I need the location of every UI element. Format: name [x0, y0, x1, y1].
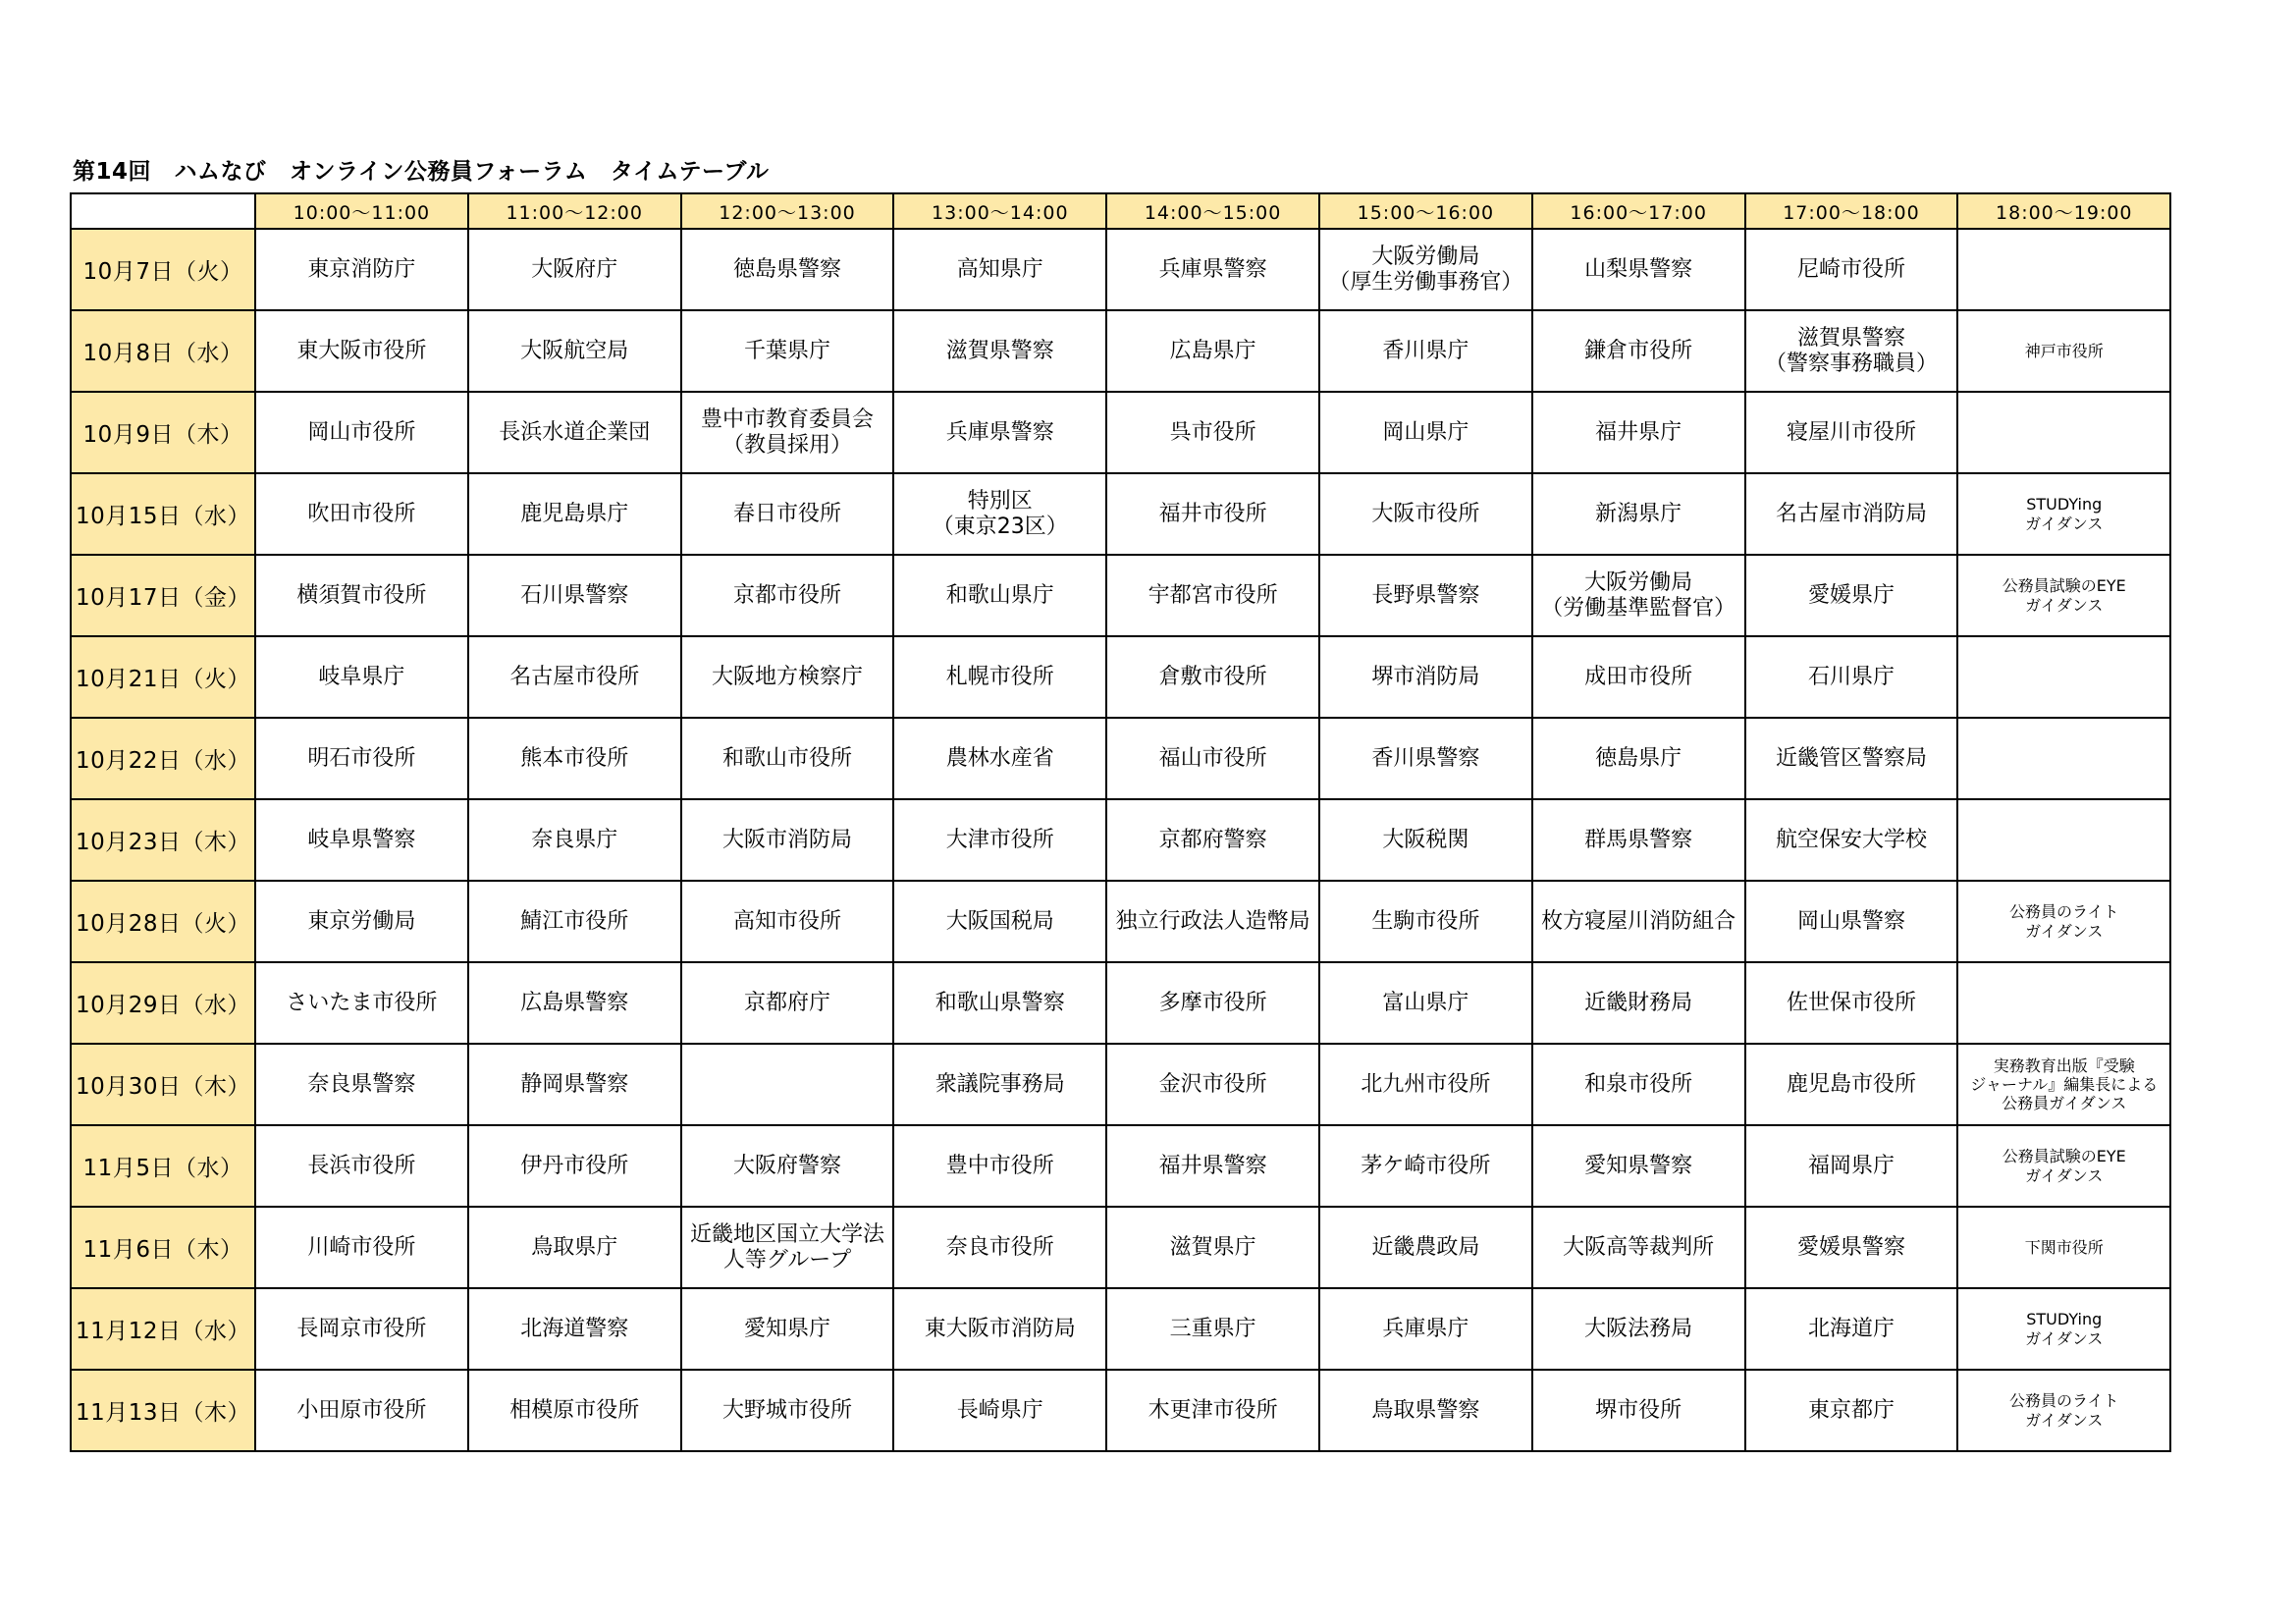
- timetable: [70, 192, 2171, 1452]
- session-cell: 長浜水道企業団: [468, 392, 681, 473]
- session-cell: 堺市役所: [1532, 1370, 1745, 1451]
- date-cell: 10月9日（木）: [71, 392, 255, 473]
- session-cell: 広島県警察: [468, 962, 681, 1044]
- session-cell: 愛知県警察: [1532, 1125, 1745, 1207]
- date-cell: 10月22日（水）: [71, 718, 255, 799]
- time-slot-header: 18:00～19:00: [1957, 193, 2170, 229]
- session-cell: 兵庫県警察: [893, 392, 1106, 473]
- session-cell: 福井県警察: [1106, 1125, 1319, 1207]
- session-cell: 名古屋市役所: [468, 636, 681, 718]
- session-cell: 多摩市役所: [1106, 962, 1319, 1044]
- session-cell: 航空保安大学校: [1745, 799, 1958, 881]
- session-cell: 鳥取県庁: [468, 1207, 681, 1288]
- date-cell: 10月17日（金）: [71, 555, 255, 636]
- session-cell: 香川県警察: [1319, 718, 1532, 799]
- session-cell: 大阪地方検察庁: [681, 636, 894, 718]
- session-cell: 伊丹市役所: [468, 1125, 681, 1207]
- session-cell: 京都府警察: [1106, 799, 1319, 881]
- session-cell: 大阪国税局: [893, 881, 1106, 962]
- session-cell: 相模原市役所: [468, 1370, 681, 1451]
- session-cell: 鳥取県警察: [1319, 1370, 1532, 1451]
- date-cell: 10月29日（水）: [71, 962, 255, 1044]
- session-cell: 長野県警察: [1319, 555, 1532, 636]
- session-cell: 堺市消防局: [1319, 636, 1532, 718]
- session-cell: 尼崎市役所: [1745, 229, 1958, 310]
- session-cell: 近畿地区国立大学法 人等グループ: [681, 1207, 894, 1288]
- session-cell: 豊中市教育委員会 （教員採用）: [681, 392, 894, 473]
- session-cell: 大野城市役所: [681, 1370, 894, 1451]
- session-cell: 長浜市役所: [255, 1125, 468, 1207]
- time-slot-header: 15:00～16:00: [1319, 193, 1532, 229]
- table-row: [71, 310, 2170, 392]
- session-cell: 北海道警察: [468, 1288, 681, 1370]
- session-cell: 大阪高等裁判所: [1532, 1207, 1745, 1288]
- session-cell: 農林水産省: [893, 718, 1106, 799]
- session-cell: 豊中市役所: [893, 1125, 1106, 1207]
- session-cell: 滋賀県警察 （警察事務職員）: [1745, 310, 1958, 392]
- session-cell: 滋賀県庁: [1106, 1207, 1319, 1288]
- session-cell: 鯖江市役所: [468, 881, 681, 962]
- session-cell: 群馬県警察: [1532, 799, 1745, 881]
- session-cell: 福井市役所: [1106, 473, 1319, 555]
- table-row: [71, 799, 2170, 881]
- session-cell: 東京都庁: [1745, 1370, 1958, 1451]
- date-cell: 10月7日（火）: [71, 229, 255, 310]
- session-cell: 静岡県警察: [468, 1044, 681, 1125]
- header-row: [71, 193, 2170, 229]
- time-slot-header: 12:00～13:00: [681, 193, 894, 229]
- table-row: [71, 1288, 2170, 1370]
- table-row: [71, 1370, 2170, 1451]
- session-cell: 徳島県庁: [1532, 718, 1745, 799]
- session-cell: 奈良県庁: [468, 799, 681, 881]
- session-cell: 大津市役所: [893, 799, 1106, 881]
- session-cell: 東京消防庁: [255, 229, 468, 310]
- guidance-cell: [1957, 229, 2170, 310]
- table-row: [71, 881, 2170, 962]
- session-cell: 愛媛県庁: [1745, 555, 1958, 636]
- session-cell: 鹿児島市役所: [1745, 1044, 1958, 1125]
- session-cell: 熊本市役所: [468, 718, 681, 799]
- session-cell: 和泉市役所: [1532, 1044, 1745, 1125]
- session-cell: 奈良市役所: [893, 1207, 1106, 1288]
- session-cell: 札幌市役所: [893, 636, 1106, 718]
- session-cell: 石川県庁: [1745, 636, 1958, 718]
- session-cell: 明石市役所: [255, 718, 468, 799]
- guidance-cell: STUDYing ガイダンス: [1957, 1288, 2170, 1370]
- session-cell: 岡山市役所: [255, 392, 468, 473]
- page-title: 第14回 ハムなび オンライン公務員フォーラム タイムテーブル: [73, 159, 770, 185]
- session-cell: 大阪府警察: [681, 1125, 894, 1207]
- session-cell: 京都市役所: [681, 555, 894, 636]
- date-cell: 10月21日（火）: [71, 636, 255, 718]
- guidance-cell: 実務教育出版『受験 ジャーナル』編集長による 公務員ガイダンス: [1957, 1044, 2170, 1125]
- session-cell: 北九州市役所: [1319, 1044, 1532, 1125]
- guidance-cell: 公務員試験のEYE ガイダンス: [1957, 1125, 2170, 1207]
- session-cell: 奈良県警察: [255, 1044, 468, 1125]
- session-cell: 和歌山県警察: [893, 962, 1106, 1044]
- guidance-cell: 下関市役所: [1957, 1207, 2170, 1288]
- date-cell: 10月8日（水）: [71, 310, 255, 392]
- session-cell: 新潟県庁: [1532, 473, 1745, 555]
- session-cell: 衆議院事務局: [893, 1044, 1106, 1125]
- session-cell: 吹田市役所: [255, 473, 468, 555]
- session-cell: 大阪市消防局: [681, 799, 894, 881]
- table-row: [71, 962, 2170, 1044]
- session-cell: 長崎県庁: [893, 1370, 1106, 1451]
- date-cell: 10月28日（火）: [71, 881, 255, 962]
- session-cell: 倉敷市役所: [1106, 636, 1319, 718]
- session-cell: 愛媛県警察: [1745, 1207, 1958, 1288]
- session-cell: 福山市役所: [1106, 718, 1319, 799]
- session-cell: 近畿財務局: [1532, 962, 1745, 1044]
- session-cell: 徳島県警察: [681, 229, 894, 310]
- time-slot-header: 13:00～14:00: [893, 193, 1106, 229]
- table-row: [71, 1207, 2170, 1288]
- session-cell: 和歌山県庁: [893, 555, 1106, 636]
- session-cell: 近畿農政局: [1319, 1207, 1532, 1288]
- session-cell: [681, 1044, 894, 1125]
- session-cell: 鎌倉市役所: [1532, 310, 1745, 392]
- session-cell: 高知市役所: [681, 881, 894, 962]
- session-cell: 高知県庁: [893, 229, 1106, 310]
- table-row: [71, 229, 2170, 310]
- session-cell: 大阪府庁: [468, 229, 681, 310]
- session-cell: 三重県庁: [1106, 1288, 1319, 1370]
- session-cell: 石川県警察: [468, 555, 681, 636]
- session-cell: 長岡京市役所: [255, 1288, 468, 1370]
- session-cell: 香川県庁: [1319, 310, 1532, 392]
- table-row: [71, 636, 2170, 718]
- session-cell: 大阪市役所: [1319, 473, 1532, 555]
- time-slot-header: 17:00～18:00: [1745, 193, 1958, 229]
- session-cell: 佐世保市役所: [1745, 962, 1958, 1044]
- session-cell: 福岡県庁: [1745, 1125, 1958, 1207]
- session-cell: 富山県庁: [1319, 962, 1532, 1044]
- session-cell: 東大阪市役所: [255, 310, 468, 392]
- date-cell: 11月6日（木）: [71, 1207, 255, 1288]
- session-cell: 近畿管区警察局: [1745, 718, 1958, 799]
- session-cell: 大阪法務局: [1532, 1288, 1745, 1370]
- session-cell: さいたま市役所: [255, 962, 468, 1044]
- time-slot-header: 14:00～15:00: [1106, 193, 1319, 229]
- guidance-cell: [1957, 392, 2170, 473]
- session-cell: 大阪航空局: [468, 310, 681, 392]
- session-cell: 福井県庁: [1532, 392, 1745, 473]
- session-cell: 名古屋市消防局: [1745, 473, 1958, 555]
- date-cell: 10月15日（水）: [71, 473, 255, 555]
- time-slot-header: 10:00～11:00: [255, 193, 468, 229]
- time-slot-header: 16:00～17:00: [1532, 193, 1745, 229]
- guidance-cell: [1957, 636, 2170, 718]
- guidance-cell: [1957, 799, 2170, 881]
- session-cell: 横須賀市役所: [255, 555, 468, 636]
- session-cell: 東大阪市消防局: [893, 1288, 1106, 1370]
- session-cell: 東京労働局: [255, 881, 468, 962]
- session-cell: 川崎市役所: [255, 1207, 468, 1288]
- session-cell: 大阪労働局 （労働基準監督官）: [1532, 555, 1745, 636]
- session-cell: 木更津市役所: [1106, 1370, 1319, 1451]
- table-row: [71, 1125, 2170, 1207]
- guidance-cell: 公務員のライト ガイダンス: [1957, 1370, 2170, 1451]
- session-cell: 広島県庁: [1106, 310, 1319, 392]
- session-cell: 金沢市役所: [1106, 1044, 1319, 1125]
- session-cell: 大阪税関: [1319, 799, 1532, 881]
- session-cell: 和歌山市役所: [681, 718, 894, 799]
- session-cell: 兵庫県警察: [1106, 229, 1319, 310]
- session-cell: 兵庫県庁: [1319, 1288, 1532, 1370]
- guidance-cell: 神戸市役所: [1957, 310, 2170, 392]
- session-cell: 北海道庁: [1745, 1288, 1958, 1370]
- date-cell: 10月23日（木）: [71, 799, 255, 881]
- session-cell: 岐阜県庁: [255, 636, 468, 718]
- session-cell: 寝屋川市役所: [1745, 392, 1958, 473]
- session-cell: 滋賀県警察: [893, 310, 1106, 392]
- guidance-cell: [1957, 962, 2170, 1044]
- session-cell: 山梨県警察: [1532, 229, 1745, 310]
- date-cell: 11月12日（水）: [71, 1288, 255, 1370]
- session-cell: 岐阜県警察: [255, 799, 468, 881]
- session-cell: 茅ケ崎市役所: [1319, 1125, 1532, 1207]
- timetable-body: [71, 229, 2170, 1451]
- session-cell: 大阪労働局 （厚生労働事務官）: [1319, 229, 1532, 310]
- session-cell: 千葉県庁: [681, 310, 894, 392]
- session-cell: 枚方寝屋川消防組合: [1532, 881, 1745, 962]
- session-cell: 小田原市役所: [255, 1370, 468, 1451]
- session-cell: 岡山県庁: [1319, 392, 1532, 473]
- date-cell: 11月5日（水）: [71, 1125, 255, 1207]
- session-cell: 生駒市役所: [1319, 881, 1532, 962]
- table-row: [71, 718, 2170, 799]
- session-cell: 宇都宮市役所: [1106, 555, 1319, 636]
- date-cell: 10月30日（木）: [71, 1044, 255, 1125]
- session-cell: 呉市役所: [1106, 392, 1319, 473]
- table-row: [71, 473, 2170, 555]
- guidance-cell: 公務員のライト ガイダンス: [1957, 881, 2170, 962]
- table-row: [71, 392, 2170, 473]
- corner-cell: [71, 193, 255, 229]
- session-cell: 独立行政法人造幣局: [1106, 881, 1319, 962]
- session-cell: 成田市役所: [1532, 636, 1745, 718]
- session-cell: 鹿児島県庁: [468, 473, 681, 555]
- session-cell: 春日市役所: [681, 473, 894, 555]
- guidance-cell: [1957, 718, 2170, 799]
- guidance-cell: STUDYing ガイダンス: [1957, 473, 2170, 555]
- session-cell: 京都府庁: [681, 962, 894, 1044]
- session-cell: 特別区 （東京23区）: [893, 473, 1106, 555]
- guidance-cell: 公務員試験のEYE ガイダンス: [1957, 555, 2170, 636]
- time-slot-header: 11:00～12:00: [468, 193, 681, 229]
- session-cell: 岡山県警察: [1745, 881, 1958, 962]
- table-row: [71, 1044, 2170, 1125]
- session-cell: 愛知県庁: [681, 1288, 894, 1370]
- table-row: [71, 555, 2170, 636]
- date-cell: 11月13日（木）: [71, 1370, 255, 1451]
